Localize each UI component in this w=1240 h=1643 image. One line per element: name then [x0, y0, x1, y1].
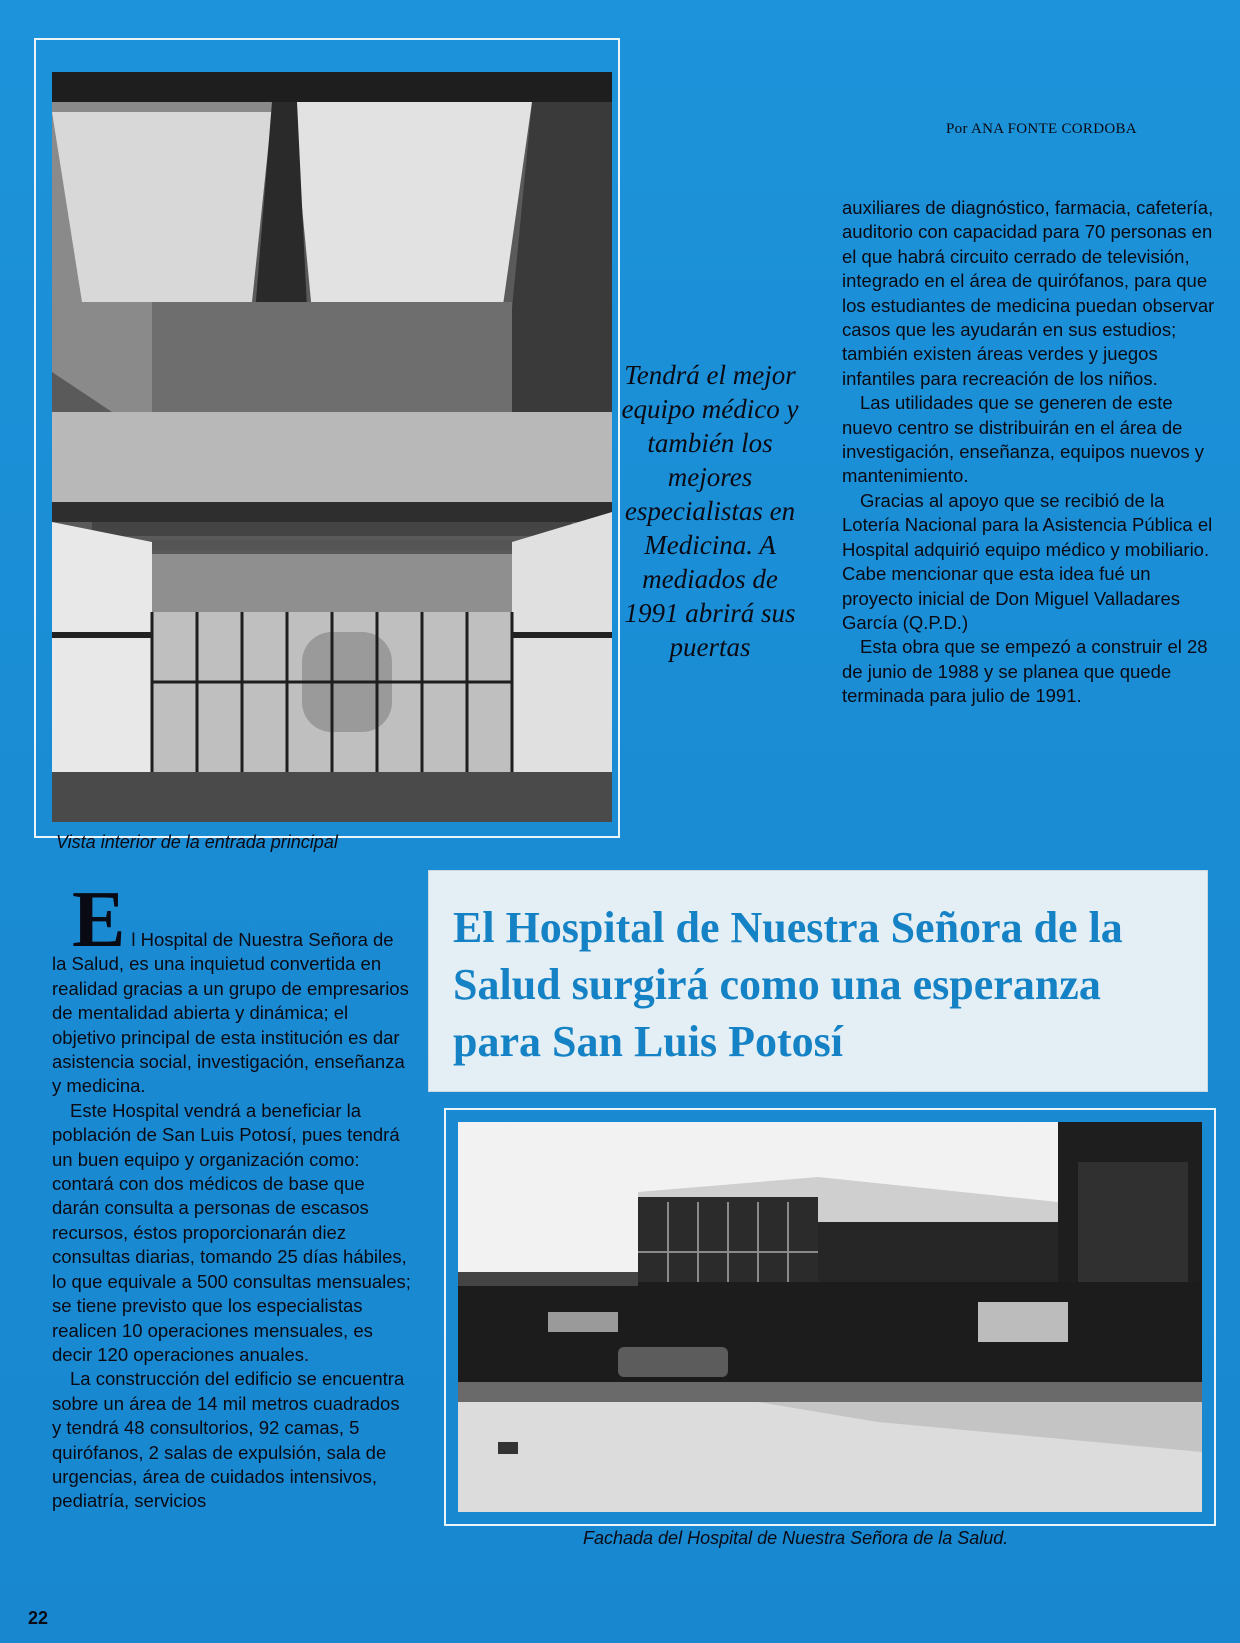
right-paragraph: Las utilidades que se generen de este nuevo centro se distribuirán en el área de investigación, enseñanza, equipos nuevos y mantenimiento. — [842, 392, 1205, 487]
left-paragraph-text: l Hospital de Nuestra Señora de la Salud, es una inquietud convertida en realidad gracias a un grupo de empresarios de mentalidad abierta y dinámica; el objetivo principal de esta institución es dar asistencia social, investigación, enseñanza y medicina. — [52, 929, 409, 1097]
page-number: 22 — [28, 1608, 49, 1628]
facade-photo-caption: Fachada del Hospital de Nuestra Señora de la Salud. — [583, 1528, 1009, 1548]
pull-quote: Tendrá el mejor equipo médico y también los mejores especialistas en Medicina. A mediados de 1991 abrirá sus puertas — [621, 360, 799, 662]
headline-box — [428, 870, 1208, 1092]
right-paragraph: Gracias al apoyo que se recibió de la Lotería Nacional para la Asistencia Pública el Hospital adquirió equipo médico y mobiliario. Cabe mencionar que esta idea fué un proyecto inicial de Don Miguel Valladares García (Q.P.D.) — [842, 489, 1213, 633]
left-paragraph: Este Hospital vendrá a beneficiar la población de San Luis Potosí, pues tendrá un buen equipo y organización como: contará con dos médicos de base que darán consulta a personas de escasos recursos, éstos proporcionarán diez consultas diarias, tomando 25 días hábiles, lo que equivale a 500 consultas mensuales; se tiene previsto que los especialistas realicen 10 operaciones mensuales, es decir 120 operaciones anuales. — [52, 1099, 411, 1365]
right-paragraph: Esta obra que se empezó a construir el 28 de junio de 1988 y se planea que quede terminada para julio de 1991. — [842, 636, 1208, 707]
left-text-column — [52, 876, 412, 1514]
right-paragraph: auxiliares de diagnóstico, farmacia, cafetería, auditorio con capacidad para 70 personas en el que habrá circuito cerrado de televisión, integrado en el área de quirófanos, para que los estudiantes de medicina puedan observar casos que les ayudarán en sus estudios; también existen áreas verdes y juegos infantiles para recreación de los niños. — [842, 197, 1215, 389]
hospital-facade-photo — [458, 1122, 1202, 1512]
interior-photo-caption: Vista interior de la entrada principal — [56, 832, 338, 852]
interior-entrance-photo — [52, 72, 612, 822]
author-byline: Por ANA FONTE CORDOBA — [946, 121, 1137, 137]
drop-cap: E — [72, 876, 126, 964]
right-text-column — [842, 196, 1222, 709]
left-paragraph: La construcción del edificio se encuentra sobre un área de 14 mil metros cuadrados y tendrá 48 consultorios, 92 camas, 5 quirófanos, 2 salas de expulsión, sala de urgencias, área de cuidados intensivos, pediatría, servicios — [52, 1368, 405, 1512]
left-paragraph — [52, 876, 412, 1099]
article-headline: El Hospital de Nuestra Señora de la Salud surgirá como una esperanza para San Luis Potosí — [453, 903, 1123, 1066]
